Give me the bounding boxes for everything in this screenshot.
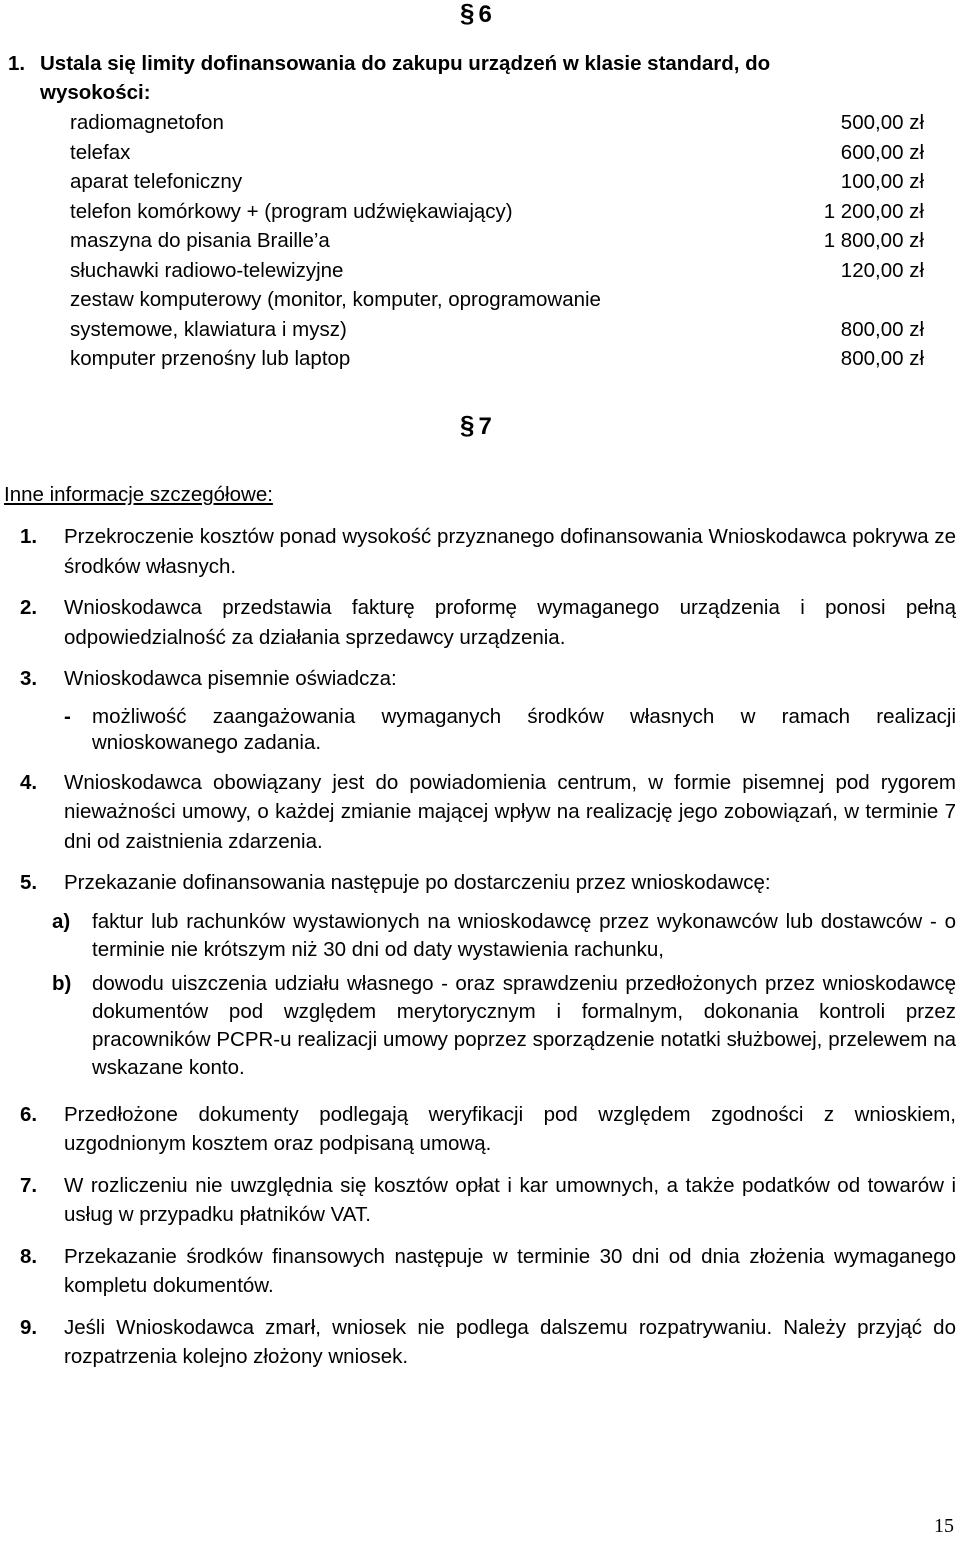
rule-number: 2. (20, 596, 38, 619)
rule-number: 8. (20, 1244, 38, 1268)
limit-item-name: aparat telefoniczny (70, 170, 243, 193)
rule-text: Przedłożone dokumenty podlegają weryfikacji pod względem zgodności z wnioskiem, uzgodnionym kosztem oraz podpisaną umową. (64, 1102, 956, 1155)
rule-number: 1. (20, 525, 38, 548)
limit-item-name: komputer przenośny lub laptop (70, 347, 351, 370)
limit-item-value: 800,00 zł (840, 317, 924, 341)
limit-item-name: telefon komórkowy + (program udźwiękawiający) (70, 199, 513, 223)
intro-line-1: Ustala się limity dofinansowania do zakupu urządzeń w klasie standard, do (40, 52, 771, 75)
rule-text: W rozliczeniu nie uwzględnia się kosztów opłat i kar umownych, a także podatków od towarów i usług w przypadku płatników VAT. (64, 1173, 956, 1226)
condition-label: a) (52, 909, 71, 933)
funding-limits-list (70, 108, 924, 374)
limit-item-name: radiomagnetofon (70, 111, 224, 134)
delivery-conditions-list (52, 908, 956, 1082)
intro-line-2: wysokości: (40, 80, 151, 104)
condition-item (52, 908, 956, 964)
limit-item (70, 226, 924, 256)
page-number: 15 (934, 1515, 954, 1537)
rule-text: Wnioskodawca przedstawia fakturę proformę wymaganego urządzenia i ponosi pełną odpowiedzialność za działania sprzedawcy urządzenia. (64, 596, 956, 649)
limit-item-name: telefax (70, 140, 131, 164)
condition-label: b) (52, 971, 72, 995)
rule-number: 9. (20, 1315, 38, 1339)
limit-item-value: 600,00 zł (840, 140, 924, 164)
limit-item (70, 167, 924, 197)
section-7-heading (460, 412, 492, 439)
limit-item-value: 100,00 zł (840, 170, 924, 193)
section-6-intro (8, 50, 958, 107)
section-mark: § (460, 0, 475, 28)
rule-text: Przekazanie dofinansowania następuje po dostarczeniu przez wnioskodawcę: (64, 871, 771, 894)
limit-item-value: 800,00 zł (840, 347, 924, 370)
rule-item (20, 522, 956, 581)
limit-item-value: 120,00 zł (840, 258, 924, 282)
limit-item (70, 108, 924, 138)
section-6-heading (460, 0, 492, 27)
limit-item (70, 138, 924, 168)
rule-number: 4. (20, 770, 38, 794)
rule-item (20, 868, 956, 1088)
rule-item (20, 1171, 956, 1230)
rule-number: 3. (20, 667, 38, 690)
rule-item (20, 593, 956, 652)
details-heading: Inne informacje szczegółowe: (4, 483, 273, 506)
declaration-item (64, 704, 956, 756)
limit-item-name: maszyna do pisania Braille’a (70, 229, 330, 252)
limit-item (70, 344, 924, 374)
rule-text: Przekroczenie kosztów ponad wysokość przyznanego dofinansowania Wnioskodawca pokrywa ze środków własnych. (64, 525, 956, 578)
limit-item-value: 500,00 zł (840, 111, 924, 134)
declaration-text: możliwość zaangażowania wymaganych środków własnych w ramach realizacji wnioskowanego zadania. (92, 704, 956, 754)
rule-item (20, 1313, 956, 1372)
limit-item (70, 256, 924, 286)
rule-text: Jeśli Wnioskodawca zmarł, wniosek nie podlega dalszemu rozpatrywaniu. Należy przyjąć do rozpatrzenia kolejno złożony wniosek. (64, 1315, 956, 1368)
rule-text: Wnioskodawca pisemnie oświadcza: (64, 667, 397, 690)
limit-item-name: słuchawki radiowo-telewizyjne (70, 258, 344, 282)
rule-item (20, 768, 956, 857)
limit-item (70, 197, 924, 227)
section-number: 7 (478, 413, 492, 440)
dash-bullet: - (64, 704, 71, 728)
condition-item (52, 970, 956, 1082)
condition-text: faktur lub rachunków wystawionych na wnioskodawcę przez wykonawców lub dostawców - o terminie nie krótszym niż 30 dni od daty wystawienia rachunku, (92, 909, 956, 961)
section-mark: § (460, 410, 475, 440)
rule-number: 6. (20, 1102, 38, 1126)
rule-text: Wnioskodawca obowiązany jest do powiadomienia centrum, w formie pisemnej pod rygorem nieważności umowy, o każdej zmianie mającej wpływ na realizację jego zobowiązań, w terminie 7 dni od zaistnienia zdarzenia. (64, 770, 956, 853)
rule-number: 5. (20, 871, 38, 894)
rule-item (20, 664, 956, 756)
rule-item (20, 1242, 956, 1301)
details-list (20, 522, 956, 1384)
intro-number: 1. (8, 52, 26, 75)
limit-item (70, 285, 924, 344)
limit-item-name: zestaw komputerowy (monitor, komputer, oprogramowanie systemowe, klawiatura i mysz) (70, 288, 601, 341)
rule-number: 7. (20, 1173, 38, 1197)
rule-item (20, 1100, 956, 1159)
limit-item-value: 1 800,00 zł (823, 229, 924, 252)
section-number: 6 (478, 1, 492, 28)
declaration-list (64, 704, 956, 756)
limit-item-value: 1 200,00 zł (823, 199, 924, 223)
rule-text: Przekazanie środków finansowych następuje w terminie 30 dni od dnia złożenia wymaganego kompletu dokumentów. (64, 1244, 956, 1297)
condition-text: dowodu uiszczenia udziału własnego - oraz sprawdzeniu przedłożonych przez wnioskodawcę dokumentów pod względem merytorycznym i formalnym, dokonania kontroli przez pracowników PCPR-u realizacji umowy poprzez sporządzenie notatki służbowej, przelewem na wskazane konto. (92, 971, 956, 1079)
